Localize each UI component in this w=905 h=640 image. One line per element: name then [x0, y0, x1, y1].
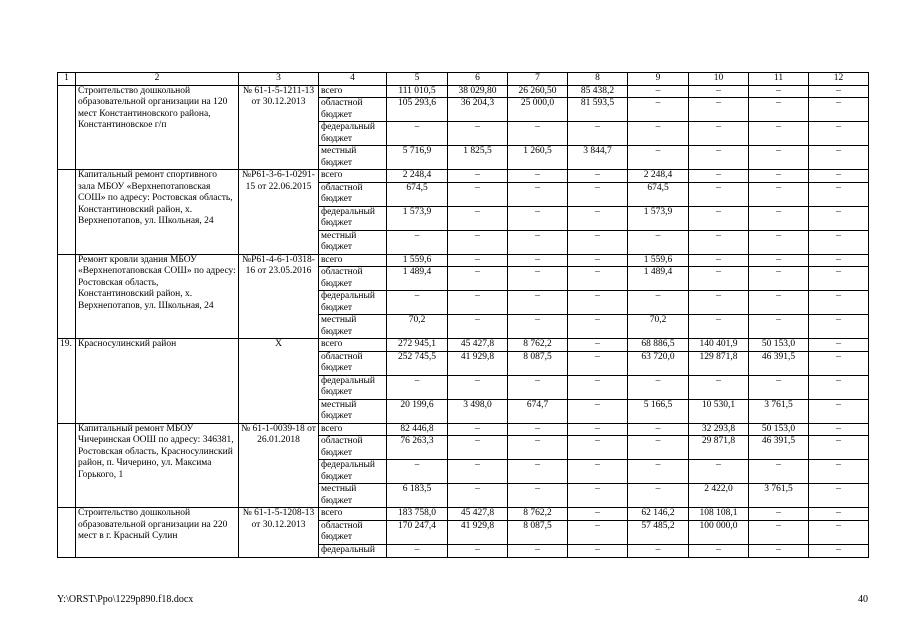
funding-source: областной бюджет — [319, 98, 387, 122]
value-cell: – — [448, 436, 508, 460]
value-cell: – — [448, 170, 508, 183]
value-cell: 170 247,4 — [387, 520, 448, 544]
object-name: Ремонт кровли здания МБОУ «Верхнепотаповская СОШ» по адресу: Ростовская область, Константиновский район, х. Верхнепотапов, ул. Школьная, 24 — [76, 254, 239, 339]
funding-source: местный бюджет — [319, 315, 387, 339]
value-cell: 1 489,4 — [387, 267, 448, 291]
value-cell: – — [809, 484, 869, 508]
row-number — [58, 508, 76, 558]
value-cell: – — [448, 254, 508, 267]
value-cell: 1 559,6 — [628, 254, 689, 267]
funding-source: местный бюджет — [319, 484, 387, 508]
column-header: 11 — [749, 73, 809, 86]
value-cell: – — [689, 315, 749, 339]
value-cell: – — [809, 85, 869, 98]
funding-source: местный бюджет — [319, 146, 387, 170]
value-cell: 5 166,5 — [628, 399, 689, 423]
value-cell: – — [508, 460, 568, 484]
value-cell: 1 573,9 — [628, 206, 689, 230]
value-cell: 3 844,7 — [568, 146, 628, 170]
value-cell: – — [387, 122, 448, 146]
value-cell: – — [387, 460, 448, 484]
value-cell: 81 593,5 — [568, 98, 628, 122]
value-cell: – — [749, 170, 809, 183]
column-header: 12 — [809, 73, 869, 86]
column-header: 3 — [239, 73, 319, 86]
object-name: Строительство дошкольной образовательной организации на 220 мест в г. Красный Сулин — [76, 508, 239, 558]
value-cell: – — [749, 315, 809, 339]
column-header: 5 — [387, 73, 448, 86]
value-cell: – — [809, 315, 869, 339]
value-cell: 10 530,1 — [689, 399, 749, 423]
document-number: №Р61-3-6-1-0291-15 от 22.06.2015 — [239, 170, 319, 255]
value-cell: 62 146,2 — [628, 508, 689, 521]
value-cell: – — [809, 122, 869, 146]
value-cell: – — [448, 182, 508, 206]
value-cell: – — [809, 339, 869, 352]
value-cell: – — [689, 85, 749, 98]
value-cell: – — [568, 170, 628, 183]
value-cell: 2 248,4 — [387, 170, 448, 183]
value-cell: – — [387, 375, 448, 399]
value-cell: – — [689, 182, 749, 206]
funding-source: областной бюджет — [319, 267, 387, 291]
funding-source: областной бюджет — [319, 520, 387, 544]
column-header: 1 — [58, 73, 76, 86]
value-cell: – — [568, 339, 628, 352]
value-cell: – — [508, 484, 568, 508]
column-header: 6 — [448, 73, 508, 86]
value-cell: – — [448, 375, 508, 399]
value-cell: – — [809, 182, 869, 206]
budget-table — [57, 72, 869, 558]
value-cell: 8 762,2 — [508, 508, 568, 521]
value-cell: – — [628, 484, 689, 508]
value-cell: – — [508, 291, 568, 315]
value-cell: 45 427,8 — [448, 508, 508, 521]
funding-source: областной бюджет — [319, 436, 387, 460]
column-header: 10 — [689, 73, 749, 86]
value-cell: – — [749, 122, 809, 146]
row-number — [58, 254, 76, 339]
value-cell: – — [749, 85, 809, 98]
table-row — [58, 508, 869, 521]
value-cell: 50 153,0 — [749, 339, 809, 352]
value-cell: 140 401,9 — [689, 339, 749, 352]
value-cell: – — [749, 267, 809, 291]
header-row — [58, 73, 869, 86]
value-cell: – — [809, 423, 869, 436]
value-cell: – — [508, 206, 568, 230]
funding-source: всего — [319, 339, 387, 352]
value-cell: 183 758,0 — [387, 508, 448, 521]
value-cell: – — [448, 460, 508, 484]
value-cell: – — [749, 182, 809, 206]
funding-source: федеральный бюджет — [319, 460, 387, 484]
column-header: 8 — [568, 73, 628, 86]
value-cell: 272 945,1 — [387, 339, 448, 352]
value-cell: – — [628, 146, 689, 170]
value-cell: 26 260,50 — [508, 85, 568, 98]
value-cell: 108 108,1 — [689, 508, 749, 521]
value-cell: 45 427,8 — [448, 339, 508, 352]
value-cell: – — [568, 544, 628, 557]
value-cell: – — [568, 254, 628, 267]
value-cell: – — [448, 267, 508, 291]
column-header: 2 — [76, 73, 239, 86]
funding-source: местный бюджет — [319, 230, 387, 254]
value-cell: – — [749, 508, 809, 521]
table-row — [58, 254, 869, 267]
column-header: 4 — [319, 73, 387, 86]
document-number: №Р61-4-6-1-0318-16 от 23.05.2016 — [239, 254, 319, 339]
value-cell: 63 720,0 — [628, 351, 689, 375]
value-cell: – — [568, 206, 628, 230]
value-cell: – — [568, 423, 628, 436]
value-cell: – — [448, 230, 508, 254]
value-cell: 76 263,3 — [387, 436, 448, 460]
value-cell: – — [809, 399, 869, 423]
value-cell: – — [508, 375, 568, 399]
value-cell: – — [809, 146, 869, 170]
row-number — [58, 423, 76, 508]
value-cell: – — [809, 206, 869, 230]
value-cell: – — [387, 291, 448, 315]
value-cell: 82 446,8 — [387, 423, 448, 436]
value-cell: 8 087,5 — [508, 520, 568, 544]
value-cell: – — [568, 182, 628, 206]
value-cell: 8 087,5 — [508, 351, 568, 375]
funding-source: федеральный бюджет — [319, 206, 387, 230]
funding-source: местный бюджет — [319, 399, 387, 423]
value-cell: – — [508, 182, 568, 206]
value-cell: 85 438,2 — [568, 85, 628, 98]
value-cell: 3 498,0 — [448, 399, 508, 423]
value-cell: – — [448, 484, 508, 508]
value-cell: – — [749, 520, 809, 544]
table-row — [58, 423, 869, 436]
value-cell: 3 761,5 — [749, 399, 809, 423]
value-cell: 38 029,80 — [448, 85, 508, 98]
value-cell: – — [448, 206, 508, 230]
value-cell: – — [809, 254, 869, 267]
object-name: Строительство дошкольной образовательной организации на 120 мест Константиновского района, Константиновское г/п — [76, 85, 239, 170]
value-cell: – — [508, 170, 568, 183]
value-cell: – — [508, 315, 568, 339]
value-cell: 46 391,5 — [749, 436, 809, 460]
document-number: Х — [239, 339, 319, 424]
value-cell: – — [568, 267, 628, 291]
value-cell: – — [508, 436, 568, 460]
funding-source: федеральный бюджет — [319, 291, 387, 315]
value-cell: 129 871,8 — [689, 351, 749, 375]
value-cell: – — [508, 267, 568, 291]
value-cell: – — [689, 254, 749, 267]
value-cell: 674,5 — [387, 182, 448, 206]
funding-source: федеральный бюджет — [319, 375, 387, 399]
value-cell: – — [568, 375, 628, 399]
value-cell: – — [508, 254, 568, 267]
value-cell: 32 293,8 — [689, 423, 749, 436]
column-header: 9 — [628, 73, 689, 86]
funding-source: всего — [319, 508, 387, 521]
value-cell: – — [628, 98, 689, 122]
value-cell: – — [749, 375, 809, 399]
value-cell: – — [809, 267, 869, 291]
value-cell: – — [508, 544, 568, 557]
value-cell: – — [749, 254, 809, 267]
value-cell: – — [749, 146, 809, 170]
value-cell: 2 248,4 — [628, 170, 689, 183]
value-cell: 111 010,5 — [387, 85, 448, 98]
value-cell: – — [568, 122, 628, 146]
value-cell: 674,5 — [628, 182, 689, 206]
document-number: № 61-1-5-1211-13 от 30.12.2013 — [239, 85, 319, 170]
value-cell: 252 745,5 — [387, 351, 448, 375]
value-cell: – — [508, 122, 568, 146]
value-cell: – — [689, 122, 749, 146]
value-cell: – — [448, 423, 508, 436]
funding-source: всего — [319, 423, 387, 436]
value-cell: – — [568, 315, 628, 339]
value-cell: – — [568, 484, 628, 508]
value-cell: – — [568, 351, 628, 375]
value-cell: – — [448, 291, 508, 315]
value-cell: – — [809, 230, 869, 254]
document-number: № 61-1-0039-18 от 26.01.2018 — [239, 423, 319, 508]
value-cell: 1 260,5 — [508, 146, 568, 170]
value-cell: – — [749, 291, 809, 315]
funding-source: федеральный бюджет — [319, 122, 387, 146]
value-cell: – — [749, 98, 809, 122]
value-cell: 70,2 — [387, 315, 448, 339]
value-cell: 1 559,6 — [387, 254, 448, 267]
value-cell: – — [809, 375, 869, 399]
value-cell: – — [809, 170, 869, 183]
value-cell: 1 489,4 — [628, 267, 689, 291]
value-cell: – — [689, 544, 749, 557]
value-cell: 105 293,6 — [387, 98, 448, 122]
value-cell: – — [568, 508, 628, 521]
row-number — [58, 85, 76, 170]
value-cell: 2 422,0 — [689, 484, 749, 508]
value-cell: – — [809, 351, 869, 375]
value-cell: 29 871,8 — [689, 436, 749, 460]
value-cell: – — [689, 267, 749, 291]
value-cell: – — [809, 544, 869, 557]
value-cell: – — [628, 460, 689, 484]
value-cell: – — [448, 122, 508, 146]
value-cell: – — [809, 520, 869, 544]
value-cell: – — [628, 230, 689, 254]
value-cell: – — [689, 230, 749, 254]
value-cell: – — [387, 230, 448, 254]
funding-source: федеральный — [319, 544, 387, 557]
value-cell: 1 573,9 — [387, 206, 448, 230]
value-cell: – — [568, 520, 628, 544]
value-cell: – — [689, 291, 749, 315]
value-cell: – — [809, 460, 869, 484]
value-cell: 8 762,2 — [508, 339, 568, 352]
value-cell: – — [568, 399, 628, 423]
value-cell: – — [628, 423, 689, 436]
value-cell: – — [628, 436, 689, 460]
value-cell: 100 000,0 — [689, 520, 749, 544]
value-cell: 57 485,2 — [628, 520, 689, 544]
value-cell: – — [689, 146, 749, 170]
value-cell: – — [809, 508, 869, 521]
table-row — [58, 170, 869, 183]
value-cell: 70,2 — [628, 315, 689, 339]
value-cell: – — [749, 460, 809, 484]
value-cell: – — [448, 315, 508, 339]
value-cell: – — [387, 544, 448, 557]
value-cell: 3 761,5 — [749, 484, 809, 508]
value-cell: – — [749, 230, 809, 254]
object-name: Капитальный ремонт спортивного зала МБОУ «Верхнепотаповская СОШ» по адресу: Ростовская область, Константиновский район, х. Верхнепотапов, ул. Школьная, 24 — [76, 170, 239, 255]
value-cell: – — [689, 375, 749, 399]
value-cell: – — [508, 230, 568, 254]
funding-source: областной бюджет — [319, 182, 387, 206]
value-cell: – — [628, 85, 689, 98]
value-cell: 41 929,8 — [448, 351, 508, 375]
value-cell: – — [628, 122, 689, 146]
value-cell: – — [508, 423, 568, 436]
value-cell: – — [568, 436, 628, 460]
funding-source: всего — [319, 85, 387, 98]
document-number: № 61-1-5-1208-13 от 30.12.2013 — [239, 508, 319, 558]
row-number: 19. — [58, 339, 76, 424]
value-cell: 6 183,5 — [387, 484, 448, 508]
value-cell: – — [568, 230, 628, 254]
value-cell: – — [628, 544, 689, 557]
value-cell: – — [809, 98, 869, 122]
value-cell: 5 716,9 — [387, 146, 448, 170]
value-cell: 1 825,5 — [448, 146, 508, 170]
column-header: 7 — [508, 73, 568, 86]
value-cell: – — [568, 291, 628, 315]
value-cell: – — [689, 98, 749, 122]
value-cell: – — [689, 170, 749, 183]
value-cell: – — [809, 291, 869, 315]
funding-source: всего — [319, 254, 387, 267]
value-cell: 36 204,3 — [448, 98, 508, 122]
value-cell: – — [689, 460, 749, 484]
value-cell: 50 153,0 — [749, 423, 809, 436]
value-cell: – — [448, 544, 508, 557]
object-name: Капитальный ремонт МБОУ Чичеринская ООШ по адресу: 346381, Ростовская область, Красносулинский район, п. Чичерино, ул. Максима Горького, 1 — [76, 423, 239, 508]
page-number: 40 — [858, 594, 868, 605]
value-cell: 25 000,0 — [508, 98, 568, 122]
value-cell: – — [689, 206, 749, 230]
value-cell: – — [749, 206, 809, 230]
value-cell: – — [749, 544, 809, 557]
value-cell: – — [628, 291, 689, 315]
value-cell: 674,7 — [508, 399, 568, 423]
value-cell: – — [628, 375, 689, 399]
table-row — [58, 339, 869, 352]
object-name: Красносулинский район — [76, 339, 239, 424]
value-cell: – — [568, 460, 628, 484]
value-cell: 68 886,5 — [628, 339, 689, 352]
value-cell: 20 199,6 — [387, 399, 448, 423]
funding-source: всего — [319, 170, 387, 183]
footer-file-path: Y:\ORST\Ppo\1229p890.f18.docx — [57, 594, 194, 605]
value-cell: 46 391,5 — [749, 351, 809, 375]
row-number — [58, 170, 76, 255]
value-cell: 41 929,8 — [448, 520, 508, 544]
funding-source: областной бюджет — [319, 351, 387, 375]
value-cell: – — [809, 436, 869, 460]
table-row — [58, 85, 869, 98]
